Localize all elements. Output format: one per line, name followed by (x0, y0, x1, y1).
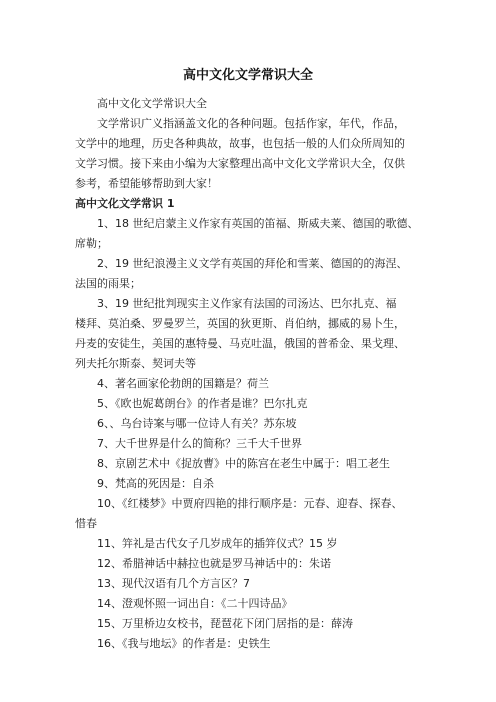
intro-line: 参考，希望能够帮助到大家！ (75, 177, 218, 190)
list-item-continuation: 席勒； (75, 237, 108, 250)
intro-line: 文学常识广义指涵盖文化的各种问题。包括作家，年代，作品， (97, 117, 405, 130)
list-item: 13、现代汉语有几个方言区？7 (97, 577, 250, 590)
list-item: 9、梵高的死因是：自杀 (97, 477, 214, 490)
list-item: 2、19 世纪浪漫主义文学有英国的拜伦和雪莱、德国的的海涅、 (97, 257, 408, 270)
document-body (75, 94, 427, 654)
section-heading: 高中文化文学常识 1 (75, 197, 175, 210)
item-list (75, 214, 427, 654)
list-item-continuation: 列夫托尔斯泰、契诃夫等 (75, 357, 196, 370)
intro-paragraph (75, 114, 427, 194)
list-item: 15、万里桥边女校书，琵琶花下闭门居指的是：薛涛 (97, 617, 353, 630)
list-item-continuation: 惜春 (75, 517, 97, 530)
list-item: 4、著名画家伦勃朗的国籍是？荷兰 (97, 377, 269, 390)
intro-heading: 高中文化文学常识大全 (97, 97, 207, 110)
intro-line: 文学习惯。接下来由小编为大家整理出高中文化文学常识大全，仅供 (75, 157, 405, 170)
list-item: 16、《我与地坛》的作者是：史铁生 (97, 637, 271, 650)
list-item: 6、、乌台诗案与哪一位诗人有关？苏东坡 (97, 417, 297, 430)
list-item: 12、希腊神话中赫拉也就是罗马神话中的：朱诺 (97, 557, 331, 570)
intro-line: 文学中的地理，历史各种典故，故事，也包括一般的人们众所周知的 (75, 137, 405, 150)
list-item: 14、澄观怀照一词出自：《二十四诗品》 (97, 597, 293, 610)
list-item: 5、《欧也妮葛朗台》的作者是谁？巴尔扎克 (97, 397, 308, 410)
list-item: 3、19 世纪批判现实主义作家有法国的司汤达、巴尔扎克、福 (97, 297, 397, 310)
list-item: 7、大千世界是什么的简称？三千大千世界 (97, 437, 302, 450)
list-item: 1、18 世纪启蒙主义作家有英国的笛福、斯威夫莱、德国的歌德、 (97, 217, 419, 230)
list-item: 11、笄礼是古代女子几岁成年的插笄仪式？15 岁 (97, 537, 338, 550)
list-item-continuation: 楼拜、莫泊桑、罗曼罗兰，英国的狄更斯、肖伯纳，挪威的易卜生， (75, 317, 405, 330)
list-item-continuation: 丹麦的安徒生，美国的惠特曼、马克吐温，俄国的普希金、果戈理、 (75, 337, 405, 350)
list-item-continuation: 法国的雨果； (75, 277, 141, 290)
page-title: 高中文化文学常识大全 (182, 68, 313, 83)
list-item: 8、京剧艺术中《捉放曹》中的陈宫在老生中属于：唱工老生 (97, 457, 390, 470)
list-item: 10、《红楼梦》中贾府四艳的排行顺序是：元春、迎春、探春、 (97, 497, 403, 510)
